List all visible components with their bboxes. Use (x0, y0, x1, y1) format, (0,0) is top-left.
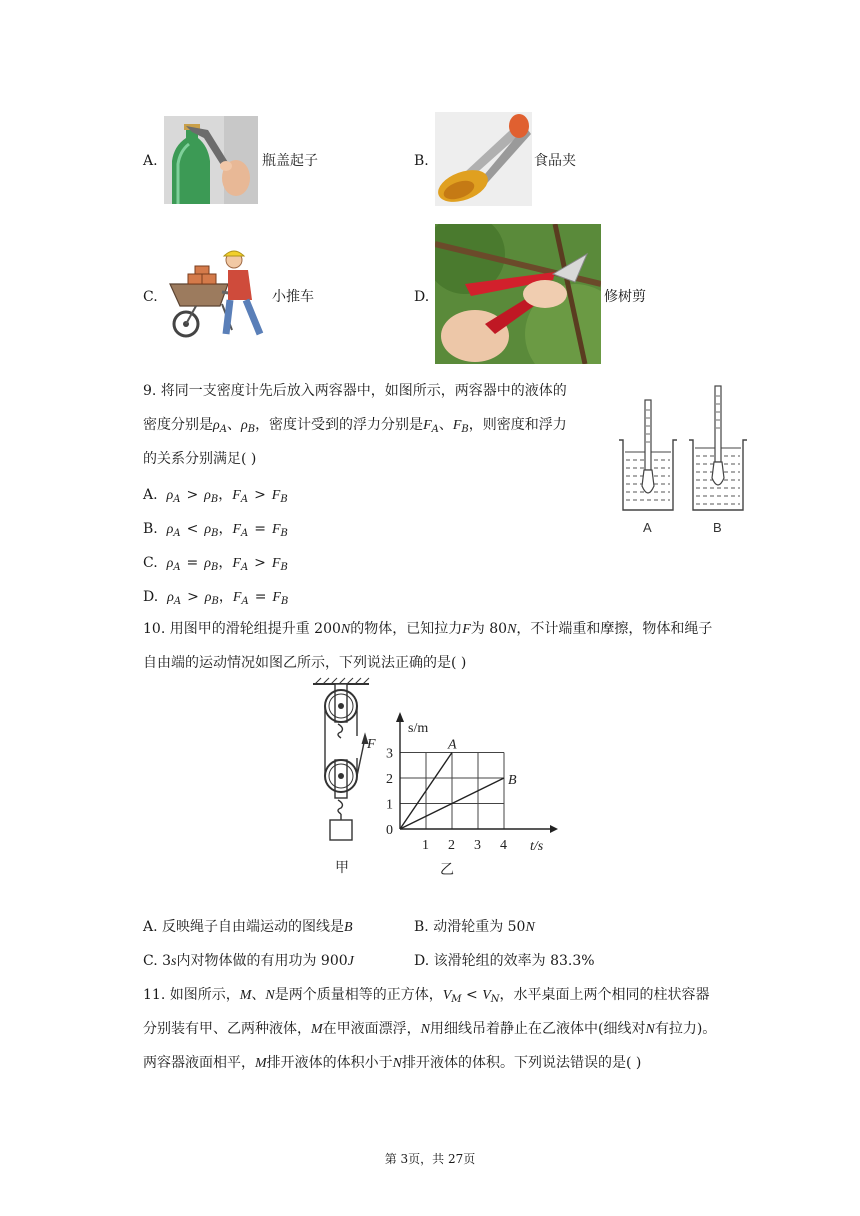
q9-option-a: A. $\rho_A > \rho_B$，$F_A > F_B$ (143, 487, 288, 505)
q9-option-d: D. $\rho_A > \rho_B$，$F_A = F_B$ (143, 589, 289, 607)
wheelbarrow-illustration (166, 244, 270, 342)
q9-stem-line2: 密度分别是$\rho_A$、$\rho_B$，密度计受到的浮力分别是$F_A$、$F_B$，则密度和浮力 (143, 417, 567, 435)
series-label-A: A (448, 737, 457, 753)
q9-option-b: B. $\rho_A < \rho_B$，$F_A = F_B$ (143, 521, 288, 539)
q10-option-c: C. 3s内对物体做的有用功为 900J (143, 953, 354, 969)
x-axis-label: t/s (530, 839, 544, 854)
q10-stem-line2: 自由端的运动情况如图乙所示，下列说法正确的是( ) (143, 655, 467, 671)
pulley-system-figure (305, 676, 385, 882)
beaker-b (689, 386, 747, 510)
q8-option-b-letter: B. (414, 153, 429, 169)
q11-stem-line3: 两容器液面相平，M排开液体的体积小于N排开液体的体积。下列说法错误的是( ) (143, 1055, 642, 1071)
y-tick-label: 3 (386, 746, 393, 762)
food-tongs-photo (435, 112, 532, 206)
x-axis-arrow (550, 825, 558, 833)
beaker-b-label: B (713, 520, 722, 535)
q8-option-d-caption: 修树剪 (604, 289, 646, 305)
displacement-time-chart (380, 712, 560, 882)
bottle-opener-photo (164, 116, 258, 204)
q11-stem-line2: 分别装有甲、乙两种液体，M在甲液面漂浮，N用细线吊着静止在乙液体中(细线对N有拉力)。 (143, 1021, 717, 1037)
q8-option-a-letter: A. (143, 153, 158, 169)
x-tick-label: 1 (422, 838, 429, 853)
q9-stem-line3: 的关系分别满足( ) (143, 451, 257, 467)
force-label: F (367, 737, 376, 752)
q10-option-d: D. 该滑轮组的效率为 83.3% (414, 953, 595, 969)
hydrometer-beakers-figure (615, 382, 755, 542)
figure-yi-label: 乙 (440, 862, 454, 878)
x-tick-label: 4 (500, 838, 507, 853)
series-label-B: B (508, 773, 517, 788)
figure-jia-label: 甲 (335, 860, 349, 876)
y-tick-label: 1 (386, 797, 393, 813)
q8-option-a-caption: 瓶盖起子 (262, 153, 318, 169)
y-axis-label: s/m (408, 721, 429, 736)
q8-option-b-caption: 食品夹 (534, 153, 576, 169)
x-tick-label: 3 (474, 838, 481, 853)
page-footer: 第 3页，共 27页 (384, 1152, 476, 1166)
q9-stem-line1: 9. 将同一支密度计先后放入两容器中，如图所示，两容器中的液体的 (143, 383, 567, 399)
x-tick-label: 2 (448, 838, 455, 853)
q9-option-c: C. $\rho_A = \rho_B$，$F_A > F_B$ (143, 555, 288, 573)
beaker-a (619, 400, 677, 510)
q10-option-a: A. 反映绳子自由端运动的图线是B (143, 919, 353, 935)
y-axis-arrow (396, 712, 404, 722)
q11-stem-line1: 11. 如图所示，M、N是两个质量相等的正方体，$V_M < V_N$，水平桌面上两个相同的柱状容器 (143, 987, 710, 1005)
q10-option-b: B. 动滑轮重为 50N (414, 919, 535, 935)
origin-label: 0 (386, 823, 393, 838)
q8-option-c-caption: 小推车 (272, 289, 314, 305)
q10-stem-line1: 10. 用图甲的滑轮组提升重 200N的物体，已知拉力F为 80N，不计端重和摩擦，物体和绳子 (143, 621, 713, 637)
q8-option-c-letter: C. (143, 289, 158, 305)
beaker-a-label: A (643, 520, 652, 535)
y-tick-label: 2 (386, 772, 393, 787)
q8-option-d-letter: D. (414, 289, 430, 305)
pruning-shears-photo (435, 224, 601, 364)
